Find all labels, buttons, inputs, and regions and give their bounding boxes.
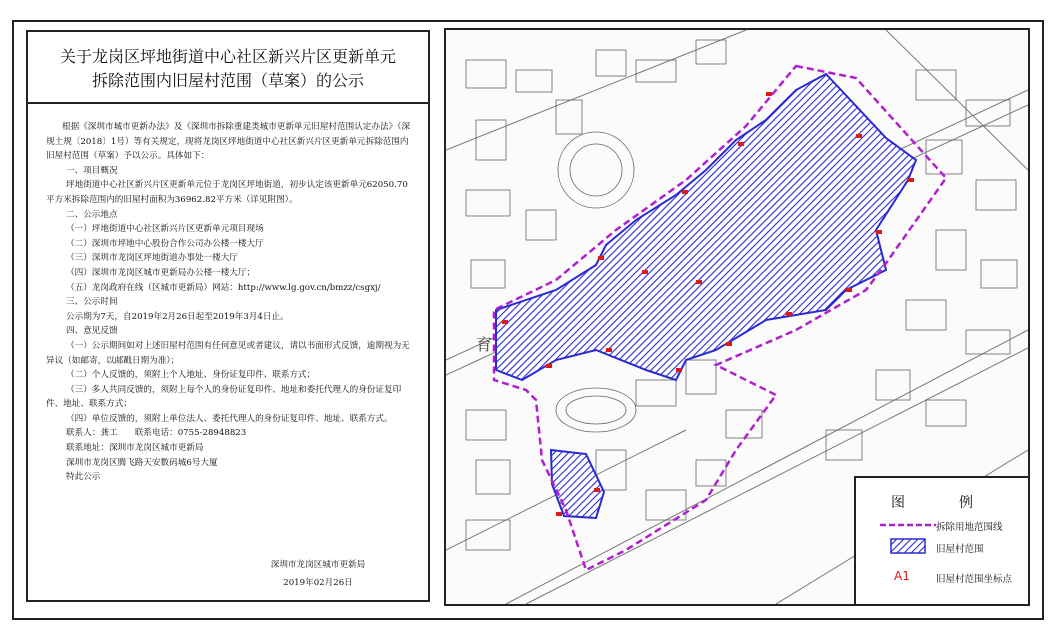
location-item: （三）深圳市龙岗区坪地街道办事处一楼大厅 xyxy=(66,253,238,264)
title-line-2: 拆除范围内旧屋村范围（草案）的公示 xyxy=(91,71,364,90)
notice-body xyxy=(46,120,412,485)
intro-paragraph: 根据《深圳市城市更新办法》及《深圳市拆除重建类城市更新单元旧屋村范围认定办法》（深规土规〔2018〕1号）等有关规定，现将龙岗区坪地街道中心社区新兴片区更新单元拆除范围内旧屋村范围（草案）予以公示。具体如下： xyxy=(46,122,411,162)
contact-address: 联系地址：深圳市龙岗区城市更新局 xyxy=(66,443,204,454)
section-heading: 一、项目概况 xyxy=(66,165,118,176)
boundary-line-icon xyxy=(880,516,940,534)
legend-boundary-row xyxy=(866,516,1026,534)
signature-date: 2019年02月26日 xyxy=(283,578,353,588)
feedback-item: （二）个人反馈的，须附上个人地址、身份证复印件、联系方式； xyxy=(66,370,316,381)
signature-org: 深圳市龙岗区城市更新局 xyxy=(270,560,366,570)
contact-address-2: 深圳市龙岗区腾飞路天安数码城6号大厦 xyxy=(66,457,218,468)
location-item: （五）龙岗政府在线（区城市更新局）网站：http://www.lg.gov.cn/bmzz/csgxj/ xyxy=(66,282,381,293)
road-label: 育 xyxy=(476,335,493,354)
map-legend xyxy=(854,476,1030,606)
location-item: （二）深圳市坪地中心股份合作公司办公楼一楼大厅 xyxy=(66,238,264,249)
feedback-item: （四）单位反馈的，须附上单位法人、委托代理人的身份证复印件、地址、联系方式。 xyxy=(66,413,393,424)
legend-point-symbol: A1 xyxy=(894,569,910,583)
section-heading: 三、公示时间 xyxy=(66,297,118,308)
closing-line: 特此公示 xyxy=(66,472,101,483)
location-item: （一）坪地街道中心社区新兴片区更新单元项目现场 xyxy=(66,224,264,235)
feedback-item: （一）公示期间如对上述旧屋村范围有任何意见或者建议，请以书面形式反馈，逾期视为无异议（如邮寄，以邮戳日期为准）； xyxy=(46,340,410,366)
section-heading: 二、公示地点 xyxy=(66,209,118,220)
legend-title: 图 例 xyxy=(891,495,993,511)
legend-village-label: 旧屋村范围 xyxy=(936,544,984,555)
notice-title xyxy=(28,32,428,104)
location-item: （四）深圳市龙岗区城市更新局办公楼一楼大厅； xyxy=(66,267,256,278)
legend-village-row xyxy=(866,538,1026,556)
contact-person: 联系人：龚工 联系电话：0755-28948823 xyxy=(66,428,247,439)
title-line-1: 关于龙岗区坪地街道中心社区新兴片区更新单元 xyxy=(59,47,396,66)
overview-paragraph: 坪地街道中心社区新兴片区更新单元位于龙岗区坪地街道，初步认定该更新单元62050.70平方米拆除范围内的旧屋村面积为36962.82平方米（详见附图）。 xyxy=(46,180,408,205)
notice-panel xyxy=(26,30,430,602)
legend-boundary-label: 拆除用地范围线 xyxy=(936,522,1003,533)
period-paragraph: 公示期为7天，自2019年2月26日起至2019年3月4日止。 xyxy=(66,311,289,322)
feedback-item: （三）多人共同反馈的，须附上每个人的身份证复印件、地址和委托代理人的身份证复印件、地址、联系方式； xyxy=(46,384,402,410)
section-heading: 四、意见反馈 xyxy=(66,326,118,337)
legend-point-label: 旧屋村范围坐标点 xyxy=(936,574,1013,585)
legend-point-row xyxy=(866,568,1026,586)
